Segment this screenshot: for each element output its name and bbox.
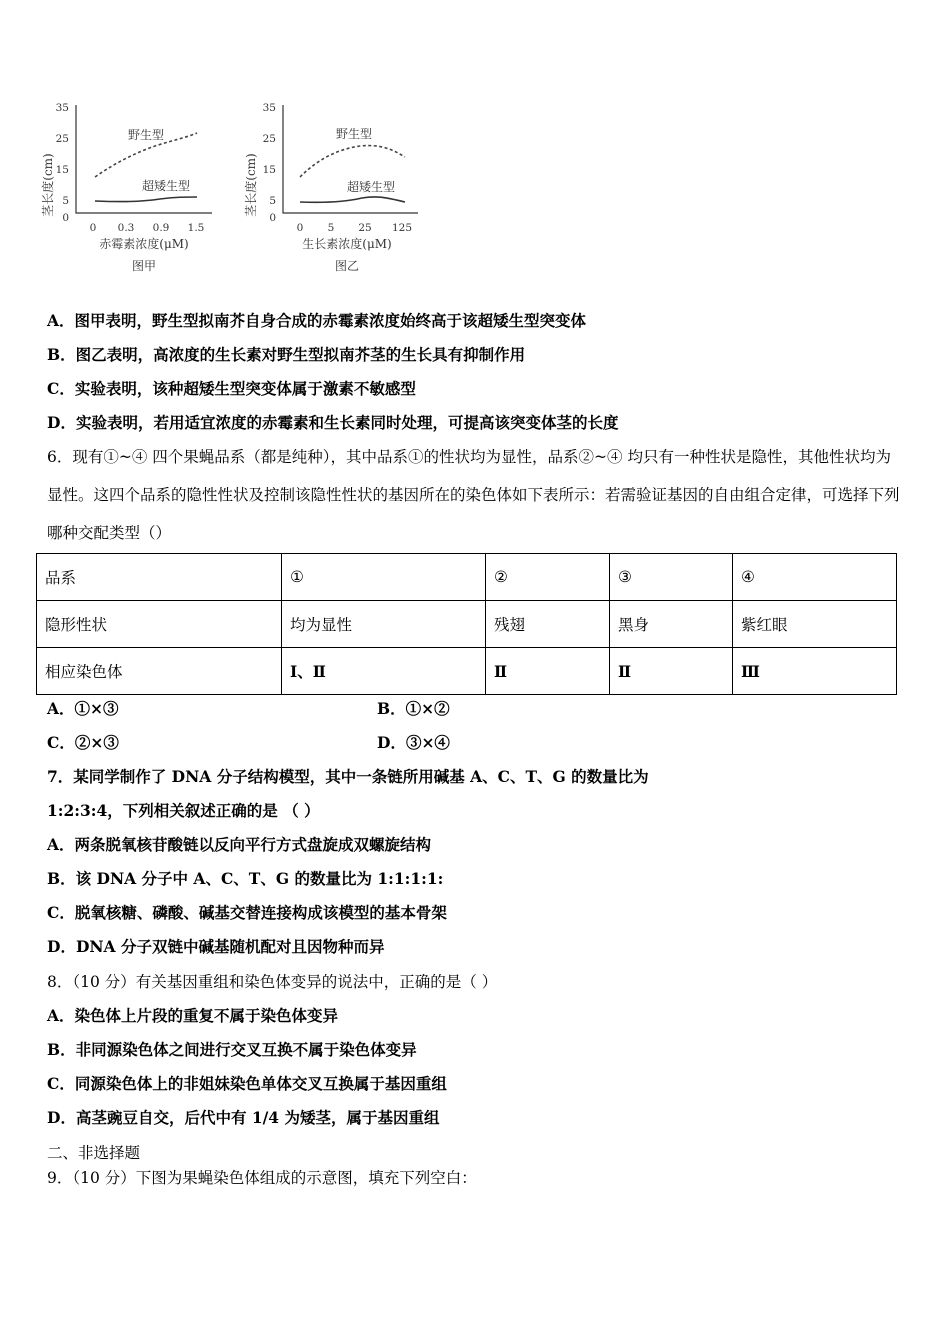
fig-a-xlabel: 赤霉素浓度(μM): [99, 237, 189, 251]
fig-b-ytick: 5: [269, 195, 276, 207]
q6-option-a: A．①×③: [47, 699, 119, 718]
q7-option-a: A．两条脱氧核苷酸链以反向平行方式盘旋成双螺旋结构: [47, 835, 432, 854]
fig-b-wild-curve: [300, 146, 405, 177]
fig-b-ytick: 25: [262, 133, 276, 145]
section-heading: 二、非选择题: [47, 1144, 141, 1162]
fig-a-ytick: 25: [55, 133, 69, 145]
table-row: [37, 554, 897, 601]
fig-b-xtick: 5: [327, 222, 335, 234]
fig-a-ytick: 5: [62, 195, 69, 207]
fig-a-caption: 图甲: [131, 259, 157, 273]
fig-b-wild-label: 野生型: [336, 127, 373, 141]
fig-b-xtick: 25: [358, 222, 372, 234]
table-cell: ②: [486, 554, 610, 601]
q5-option-b: B．图乙表明，高浓度的生长素对野生型拟南芥茎的生长具有抑制作用: [47, 345, 526, 364]
table-row: [37, 648, 897, 695]
table-cell: 紫红眼: [733, 601, 897, 648]
fig-b-ytick: 0: [269, 212, 276, 224]
fig-b-ytick: 35: [262, 102, 276, 114]
q8-option-d: D．高茎豌豆自交，后代中有 1/4 为矮茎，属于基因重组: [47, 1108, 440, 1127]
fig-a-ytick: 35: [55, 102, 69, 114]
fig-a-dwarf-curve: [95, 197, 197, 202]
fig-b-dwarf-curve: [300, 197, 405, 202]
figure-panel: [40, 95, 440, 280]
fig-b-xtick: 125: [391, 222, 413, 234]
figure-b: [243, 102, 418, 273]
q7-stem-line2: 1:2:3:4，下列相关叙述正确的是 （ ）: [47, 801, 320, 820]
q8-option-c: C．同源染色体上的非姐妹染色单体交叉互换属于基因重组: [47, 1074, 447, 1093]
table-cell: Ⅱ: [486, 648, 610, 695]
q6-table: [36, 553, 897, 695]
q8-option-b: B．非同源染色体之间进行交叉互换不属于染色体变异: [47, 1040, 417, 1059]
q6-option-b: B．①×②: [377, 699, 450, 718]
fig-b-ytick: 15: [262, 164, 276, 176]
figure-a: [40, 102, 212, 273]
q7-option-c: C．脱氧核糖、磷酸、碱基交替连接构成该模型的基本骨架: [47, 903, 447, 922]
q7-option-d: D．DNA 分子双链中碱基随机配对且因物种而异: [47, 937, 385, 956]
fig-b-xlabel: 生长素浓度(μM): [302, 237, 392, 251]
fig-a-xtick: 0.9: [152, 222, 170, 234]
fig-a-xtick: 0: [89, 222, 97, 234]
q8-option-a: A．染色体上片段的重复不属于染色体变异: [47, 1006, 339, 1025]
q5-option-d: D．实验表明，若用适宜浓度的赤霉素和生长素同时处理，可提高该突变体茎的长度: [47, 413, 619, 432]
table-cell: Ⅲ: [733, 648, 897, 695]
fig-a-ytick: 0: [62, 212, 69, 224]
fig-b-axes: [283, 105, 418, 213]
table-cell: 黑身: [610, 601, 733, 648]
table-cell: 隐形性状: [37, 601, 282, 648]
table-cell: ④: [733, 554, 897, 601]
table-row: [37, 601, 897, 648]
q6-option-c: C．②×③: [47, 733, 119, 752]
table-cell: ③: [610, 554, 733, 601]
table-cell: 品系: [37, 554, 282, 601]
q7-option-b: B．该 DNA 分子中 A、C、T、G 的数量比为 1:1:1:1:: [47, 869, 444, 888]
q5-option-a: A．图甲表明，野生型拟南芥自身合成的赤霉素浓度始终高于该超矮生型突变体: [47, 311, 587, 330]
q6-stem: 6．现有①~④ 四个果蝇品系（都是纯种），其中品系①的性状均为显性，品系②~④ 均只有一种性状是隐性，其他性状均为显性。这四个品系的隐性性状及控制该隐性性状的基因所在的染色体如下表所示：若需验证基因的自由组合定律，可选择下列哪种交配类型（）: [47, 448, 900, 542]
table-cell: Ⅱ: [610, 648, 733, 695]
table-cell: Ⅰ、Ⅱ: [282, 648, 486, 695]
fig-b-caption: 图乙: [334, 259, 360, 273]
fig-a-xtick: 1.5: [187, 222, 205, 234]
table-cell: 残翅: [486, 601, 610, 648]
table-cell: 相应染色体: [37, 648, 282, 695]
fig-b-xtick: 0: [296, 222, 304, 234]
table-cell: ①: [282, 554, 486, 601]
fig-a-ytick: 15: [55, 164, 69, 176]
fig-a-ylabel: 茎长度(cm): [41, 153, 55, 217]
q8-stem: 8．（10 分）有关基因重组和染色体变异的说法中，正确的是（ ）: [47, 973, 498, 991]
q5-option-c: C．实验表明，该种超矮生型突变体属于激素不敏感型: [47, 379, 416, 398]
table-cell: 均为显性: [282, 601, 486, 648]
q7-stem-line1: 7．某同学制作了 DNA 分子结构模型，其中一条链所用碱基 A、C、T、G 的数量比为: [47, 767, 649, 786]
fig-b-dwarf-label: 超矮生型: [347, 180, 396, 194]
fig-a-xtick: 0.3: [117, 222, 135, 234]
q9-stem: 9．（10 分）下图为果蝇染色体组成的示意图，填充下列空白：: [47, 1169, 477, 1187]
fig-a-dwarf-label: 超矮生型: [142, 179, 191, 193]
fig-b-ylabel: 茎长度(cm): [244, 153, 258, 217]
q6-option-d: D．③×④: [377, 733, 450, 752]
fig-a-wild-label: 野生型: [128, 128, 165, 142]
